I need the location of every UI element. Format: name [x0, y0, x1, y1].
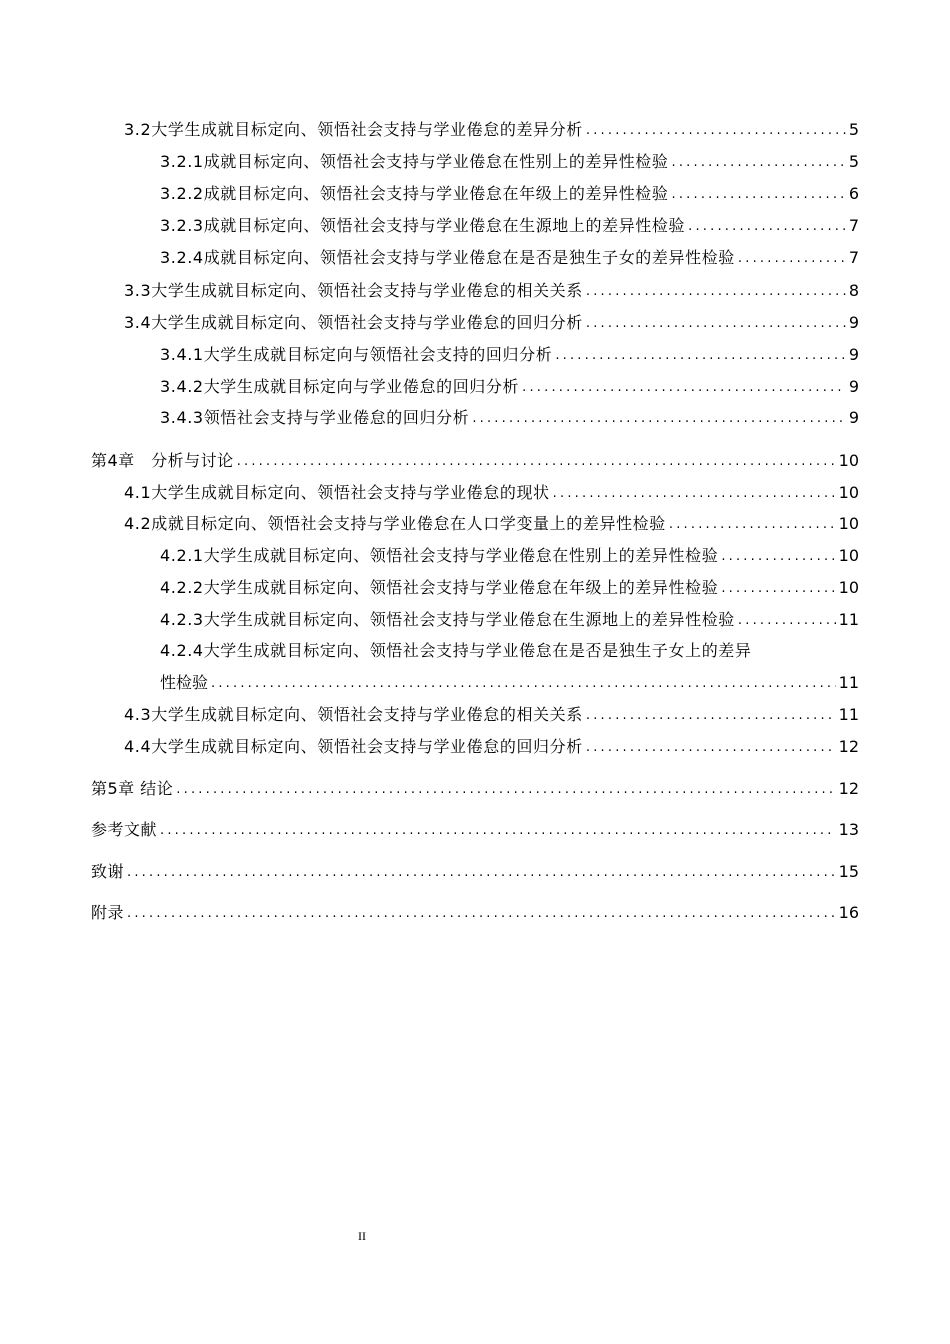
- toc-entry-appendix[interactable]: [91, 903, 859, 923]
- toc-entry-title: 4.2.1大学生成就目标定向、领悟社会支持与学业倦怠在性别上的差异性检验: [160, 546, 719, 565]
- toc-entry-page: 10: [838, 578, 859, 597]
- toc-entry-title: 4.2.2大学生成就目标定向、领悟社会支持与学业倦怠在年级上的差异性检验: [160, 578, 719, 597]
- toc-entry-page: 9: [848, 408, 859, 427]
- toc-entry-title: 3.4.2大学生成就目标定向与学业倦怠的回归分析: [160, 377, 520, 396]
- toc-entry-4-2-2[interactable]: [160, 578, 859, 598]
- toc-entry-page: 5: [848, 152, 859, 171]
- toc-entry-page: 11: [838, 705, 859, 724]
- toc-entry-3-4-2[interactable]: [160, 377, 859, 397]
- toc-entry-chapter-4[interactable]: [91, 451, 859, 471]
- toc-entry-4-4[interactable]: [124, 737, 859, 757]
- toc-entry-4-2-4-line1[interactable]: [160, 641, 859, 661]
- toc-dot-leader: [127, 864, 836, 882]
- toc-entry-title: 4.2.3大学生成就目标定向、领悟社会支持与学业倦怠在生源地上的差异性检验: [160, 610, 735, 629]
- toc-entry-3-3[interactable]: [124, 281, 859, 301]
- toc-entry-page: 7: [848, 248, 859, 267]
- footer-page-number: II: [358, 1229, 366, 1243]
- toc-entry-3-2-4[interactable]: [160, 248, 859, 268]
- toc-entry-title: 第4章 分析与讨论: [91, 451, 234, 470]
- toc-dot-leader: [672, 186, 846, 204]
- toc-entry-page: 11: [838, 673, 859, 692]
- toc-entry-title: 3.4大学生成就目标定向、领悟社会支持与学业倦怠的回归分析: [124, 313, 583, 332]
- toc-entry-title: 3.2.3成就目标定向、领悟社会支持与学业倦怠在生源地上的差异性检验: [160, 216, 686, 235]
- toc-entry-title: 附录: [91, 903, 125, 922]
- toc-entry-title: 3.2.2成就目标定向、领悟社会支持与学业倦怠在年级上的差异性检验: [160, 184, 669, 203]
- toc-dot-leader: [721, 548, 835, 566]
- toc-entry-page: 13: [838, 820, 859, 839]
- toc-entry-3-2-1[interactable]: [160, 152, 859, 172]
- toc-entry-page: 9: [848, 345, 859, 364]
- toc-entry-page: 9: [848, 313, 859, 332]
- toc-entry-title: 4.4大学生成就目标定向、领悟社会支持与学业倦怠的回归分析: [124, 737, 583, 756]
- toc-entry-page: 10: [838, 483, 859, 502]
- toc-entry-page: 6: [848, 184, 859, 203]
- toc-entry-page: 11: [838, 610, 859, 629]
- toc-dot-leader: [738, 612, 836, 630]
- toc-entry-3-2-2[interactable]: [160, 184, 859, 204]
- toc-dot-leader: [669, 516, 836, 534]
- toc-entry-3-2-3[interactable]: [160, 216, 859, 236]
- toc-entry-3-4-3[interactable]: [160, 408, 859, 428]
- toc-entry-page: 12: [838, 779, 859, 798]
- toc-entry-title: 3.3大学生成就目标定向、领悟社会支持与学业倦怠的相关关系: [124, 281, 583, 300]
- toc-entry-title: 3.2.4成就目标定向、领悟社会支持与学业倦怠在是否是独生子女的差异性检验: [160, 248, 735, 267]
- toc-entry-page: 9: [848, 377, 859, 396]
- toc-entry-page: 10: [838, 514, 859, 533]
- toc-dot-leader: [472, 410, 846, 428]
- toc-dot-leader: [586, 315, 846, 333]
- toc-entry-title: 4.3大学生成就目标定向、领悟社会支持与学业倦怠的相关关系: [124, 705, 583, 724]
- toc-entry-3-4-1[interactable]: [160, 345, 859, 365]
- toc-entry-references[interactable]: [91, 820, 859, 840]
- toc-dot-leader: [176, 781, 835, 799]
- toc-dot-leader: [586, 739, 836, 757]
- toc-entry-4-2-1[interactable]: [160, 546, 859, 566]
- toc-entry-title: 4.1大学生成就目标定向、领悟社会支持与学业倦怠的现状: [124, 483, 550, 502]
- toc-dot-leader: [672, 154, 846, 172]
- toc-entry-4-2-4-line2[interactable]: [160, 673, 859, 693]
- toc-dot-leader: [555, 347, 846, 365]
- toc-entry-title: 3.2.1成就目标定向、领悟社会支持与学业倦怠在性别上的差异性检验: [160, 152, 669, 171]
- toc-dot-leader: [522, 379, 846, 397]
- toc-entry-title: 性检验: [160, 673, 209, 692]
- toc-entry-acknowledgements[interactable]: [91, 862, 859, 882]
- toc-entry-page: 10: [838, 451, 859, 470]
- toc-entry-page: 8: [848, 281, 859, 300]
- toc-dot-leader: [586, 122, 846, 140]
- toc-entry-title: 第5章 结论: [91, 779, 174, 798]
- toc-dot-leader: [127, 905, 836, 923]
- toc-entry-page: 12: [838, 737, 859, 756]
- toc-entry-title: 致谢: [91, 862, 125, 881]
- toc-entry-page: 5: [848, 120, 859, 139]
- toc-dot-leader: [586, 707, 836, 725]
- toc-entry-3-2[interactable]: [124, 120, 859, 140]
- toc-dot-leader: [738, 250, 846, 268]
- toc-entry-title: 4.2成就目标定向、领悟社会支持与学业倦怠在人口学变量上的差异性检验: [124, 514, 666, 533]
- toc-dot-leader: [553, 485, 836, 503]
- toc-entry-page: 15: [838, 862, 859, 881]
- toc-entry-title: 3.4.3领悟社会支持与学业倦怠的回归分析: [160, 408, 470, 427]
- toc-dot-leader: [160, 822, 836, 840]
- toc-entry-page: 10: [838, 546, 859, 565]
- toc-entry-4-2[interactable]: [124, 514, 859, 534]
- toc-entry-chapter-5[interactable]: [91, 779, 859, 799]
- toc-dot-leader: [586, 283, 846, 301]
- toc-entry-title: 参考文献: [91, 820, 158, 839]
- toc-entry-4-3[interactable]: [124, 705, 859, 725]
- toc-entry-title: 3.4.1大学生成就目标定向与领悟社会支持的回归分析: [160, 345, 553, 364]
- toc-entry-4-1[interactable]: [124, 483, 859, 503]
- toc-entry-title: 4.2.4大学生成就目标定向、领悟社会支持与学业倦怠在是否是独生子女上的差异: [160, 641, 752, 660]
- toc-entry-4-2-3[interactable]: [160, 610, 859, 630]
- toc-entry-title: 3.2大学生成就目标定向、领悟社会支持与学业倦怠的差异分析: [124, 120, 583, 139]
- toc-dot-leader: [721, 580, 835, 598]
- toc-dot-leader: [237, 453, 836, 471]
- toc-entry-page: 16: [838, 903, 859, 922]
- toc-dot-leader: [211, 675, 836, 693]
- toc-entry-page: 7: [848, 216, 859, 235]
- toc-dot-leader: [688, 218, 846, 236]
- toc-entry-3-4[interactable]: [124, 313, 859, 333]
